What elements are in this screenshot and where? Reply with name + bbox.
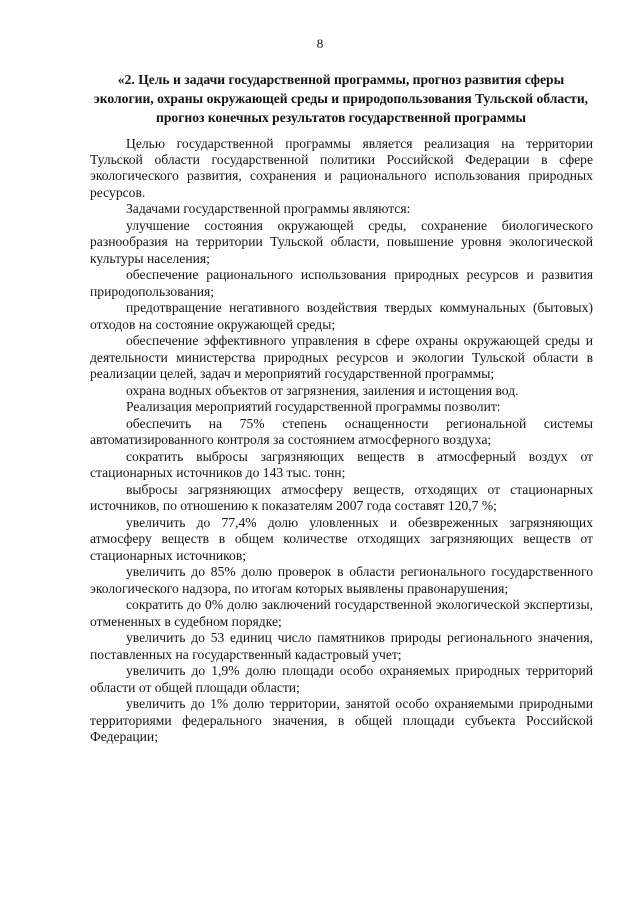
section-body bbox=[90, 136, 593, 746]
list-item-task: обеспечение рационального использования природных ресурсов и развития природопользования; bbox=[90, 267, 593, 299]
list-item-result: увеличить до 85% долю проверок в области регионального государственного экологического надзора, по итогам которых выявлены правонарушения; bbox=[90, 564, 593, 596]
list-item-result: увеличить до 1,9% долю площади особо охраняемых природных территорий области от общей площади области; bbox=[90, 663, 593, 695]
list-item-task: обеспечение эффективного управления в сфере охраны окружающей среды и деятельности министерства природных ресурсов и экологии Тульской области в реализации целей, задач и мероприятий государственной программы; bbox=[90, 333, 593, 381]
paragraph-tasks-intro: Задачами государственной программы являются: bbox=[126, 201, 411, 217]
list-item-task: предотвращение негативного воздействия твердых коммунальных (бытовых) отходов на состояние окружающей среды; bbox=[90, 300, 593, 332]
list-item-result: сократить до 0% долю заключений государственной экологической экспертизы, отмененных в судебном порядке; bbox=[90, 597, 593, 629]
list-item-result: увеличить до 1% долю территории, занятой особо охраняемыми природными территориями федерального значения, в общей площади субъекта Российской Федерации; bbox=[90, 696, 593, 744]
paragraph-results-intro: Реализация мероприятий государственной программы позволит: bbox=[126, 399, 501, 415]
list-item-result: увеличить до 53 единиц число памятников природы регионального значения, поставленных на государственный кадастровый учет; bbox=[90, 630, 593, 662]
list-item-task: охрана водных объектов от загрязнения, заиления и истощения вод. bbox=[126, 382, 519, 398]
list-item-task: улучшение состояния окружающей среды, сохранение биологического разнообразия на территории Тульской области, повышение уровня экологической культуры населения; bbox=[90, 218, 593, 266]
list-item-result: обеспечить на 75% степень оснащенности региональной системы автоматизированного контроля за состоянием атмосферного воздуха; bbox=[90, 416, 593, 448]
list-item-result: выбросы загрязняющих атмосферу веществ, отходящих от стационарных источников, по отношению к показателям 2007 года составят 120,7 %; bbox=[90, 482, 593, 514]
paragraph-goal: Целью государственной программы является реализация на территории Тульской области государственной политики Российской Федерации в сфере экологического развития, сохранения и рационального использования природных ресурсов. bbox=[90, 136, 593, 200]
list-item-result: увеличить до 77,4% долю уловленных и обезвреженных загрязняющих атмосферу веществ в общем количестве отходящих загрязняющих веществ от стационарных источников; bbox=[90, 515, 593, 563]
list-item-result: сократить выбросы загрязняющих веществ в атмосферный воздух от стационарных источников до 143 тыс. тонн; bbox=[90, 449, 593, 481]
section-heading: «2. Цель и задачи государственной программы, прогноз развития сферы экологии, охраны окружающей среды и природопользования Тульской области, прогноз конечных результатов государственной программы bbox=[93, 72, 589, 125]
page-number: 8 bbox=[316, 36, 324, 51]
